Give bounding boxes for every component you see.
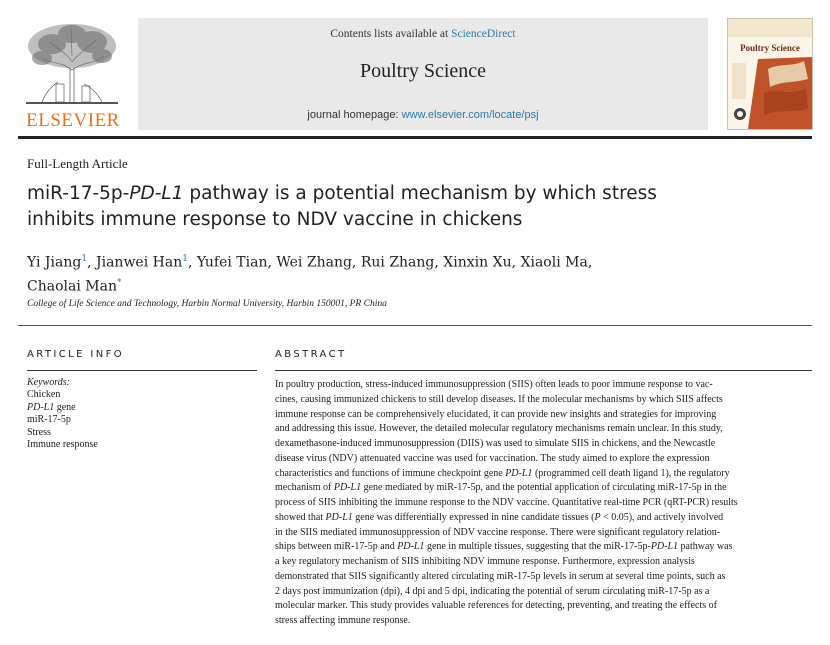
cover-art-icon	[728, 19, 812, 129]
abstract-line: stress affecting immune response.	[275, 615, 411, 626]
journal-banner	[138, 18, 708, 130]
author-name[interactable]: Jianwei Han	[95, 254, 183, 271]
section-divider	[18, 325, 812, 326]
author-name[interactable]: Chaolai Man	[27, 278, 117, 295]
article-type: Full-Length Article	[27, 156, 128, 171]
keyword-item: Chicken	[27, 389, 61, 401]
keyword-item: PD-L1 gene	[27, 401, 76, 413]
article-info-heading: ARTICLE INFO	[27, 349, 125, 360]
journal-cover[interactable]	[727, 18, 813, 130]
abstract-line: 2 days post immunization (dpi), 4 dpi and 5 dpi, indicating the potential of serum circulating miR-17-5p as a	[275, 585, 710, 597]
header-divider	[18, 136, 812, 139]
abstract-line: molecular marker. This study provides valuable references for detecting, preventing, and treating the effects of	[275, 600, 717, 612]
affiliation: College of Life Science and Technology, Harbin Normal University, Harbin 150001, PR China	[27, 299, 387, 309]
author-line: Yi Jiang$^1$, Jianwei Han$^1$, Yufei Tian, Wei Zhang, Rui Zhang, Xinxin Xu, Xiaoli Ma,	[27, 254, 593, 271]
abstract-line: process of SIIS inhibiting the immune response to the NDV vaccine. Quantitative real-time PCR (qRT-PCR) results	[275, 497, 738, 508]
abstract-line: ships between miR-17-5p and PD-L1 gene in multiple tissues, suggesting that the miR-17-5p-PD-L1 pathway was	[275, 541, 733, 553]
abstract-line: characteristics and functions of immune checkpoint gene PD-L1 (programmed cell death ligand 1), the regulatory	[275, 467, 730, 479]
homepage-line	[138, 109, 708, 121]
contents-line	[138, 28, 708, 40]
abstract-rule	[275, 370, 812, 371]
publisher-name: ELSEVIER	[26, 110, 120, 131]
affiliation-mark[interactable]: 1	[81, 254, 88, 264]
abstract-line: mechanism of PD-L1 gene mediated by miR-17-5p, and the potential application of circulating miR-17-5p in the	[275, 482, 727, 494]
abstract-line: in the SIIS mediated immunosuppression of NDV vaccine response. There were significant regulatory relation-	[275, 526, 721, 538]
keywords-label: Keywords:	[27, 377, 70, 388]
abstract-line: In poultry production, stress-induced immunosuppression (SIIS) often leads to poor immune response to vac-	[275, 379, 713, 390]
author-name[interactable]: Yi Jiang	[27, 254, 82, 271]
sciencedirect-link[interactable]: ScienceDirect	[451, 28, 516, 40]
article-info-rule	[27, 370, 257, 371]
keyword-item: miR-17-5p	[27, 414, 71, 426]
abstract-body	[275, 378, 812, 629]
keyword-gene-symbol: PD-L1	[27, 401, 55, 413]
publisher-logo[interactable]	[18, 18, 128, 130]
author-name[interactable]: Xinxin Xu	[443, 254, 512, 271]
author-list	[27, 249, 727, 296]
keywords-list	[27, 377, 98, 451]
abstract-line: a key regulatory mechanism of SIIS inhibiting NDV immune response. Furthermore, expression analysis	[275, 556, 695, 567]
abstract-line: dexamethasone-induced immunosuppression (DIIS) was used to simulate SIIS in chickens, and the Newcastle	[275, 438, 716, 449]
title-line: miR-17-5p-PD-L1 pathway is a potential mechanism by which stress	[27, 183, 657, 204]
article-title	[27, 181, 727, 233]
abstract-line: immune response can be comprehensively elucidated, it can provide new insights and strategies for improving	[275, 408, 717, 420]
corresponding-mark[interactable]: *	[116, 277, 122, 288]
homepage-prefix: journal homepage:	[307, 109, 402, 121]
abstract-line: disease virus (NDV) attenuated vaccine was used for vaccination. The study aimed to explore the expression	[275, 452, 710, 464]
homepage-link[interactable]: www.elsevier.com/locate/psj	[401, 109, 539, 121]
abstract-line: and addressing this issue. However, the detailed molecular regulatory mechanisms remain unclear. In this study,	[275, 423, 723, 435]
abstract-line: showed that PD-L1 gene was differentially expressed in nine candidate tissues (P < 0.05), and actively involved	[275, 511, 724, 523]
contents-prefix: Contents lists available at	[330, 28, 452, 40]
author-name[interactable]: Rui Zhang	[360, 254, 435, 271]
author-name[interactable]: Xiaoli Ma	[520, 254, 588, 271]
abstract-line: demonstrated that SIIS significantly altered circulating miR-17-5p levels in serum at several time points, such as	[275, 570, 726, 582]
affiliation-mark[interactable]: 1	[182, 254, 188, 264]
tree-logo-icon	[22, 22, 122, 106]
author-name[interactable]: Yufei Tian	[196, 254, 268, 271]
journal-title[interactable]: Poultry Science	[359, 60, 487, 82]
abstract-heading: ABSTRACT	[275, 349, 347, 360]
abstract-line: cines, causing immunized chickens to still develop diseases. If the molecular mechanisms by which SIIS affects	[275, 393, 723, 405]
keyword-item: Stress	[27, 426, 51, 438]
keyword-item: Immune response	[27, 439, 98, 451]
author-name[interactable]: Wei Zhang	[276, 254, 352, 271]
title-line: inhibits immune response to NDV vaccine in chickens	[27, 209, 523, 230]
author-line	[27, 273, 727, 297]
cover-title: Poultry Science	[740, 43, 800, 53]
